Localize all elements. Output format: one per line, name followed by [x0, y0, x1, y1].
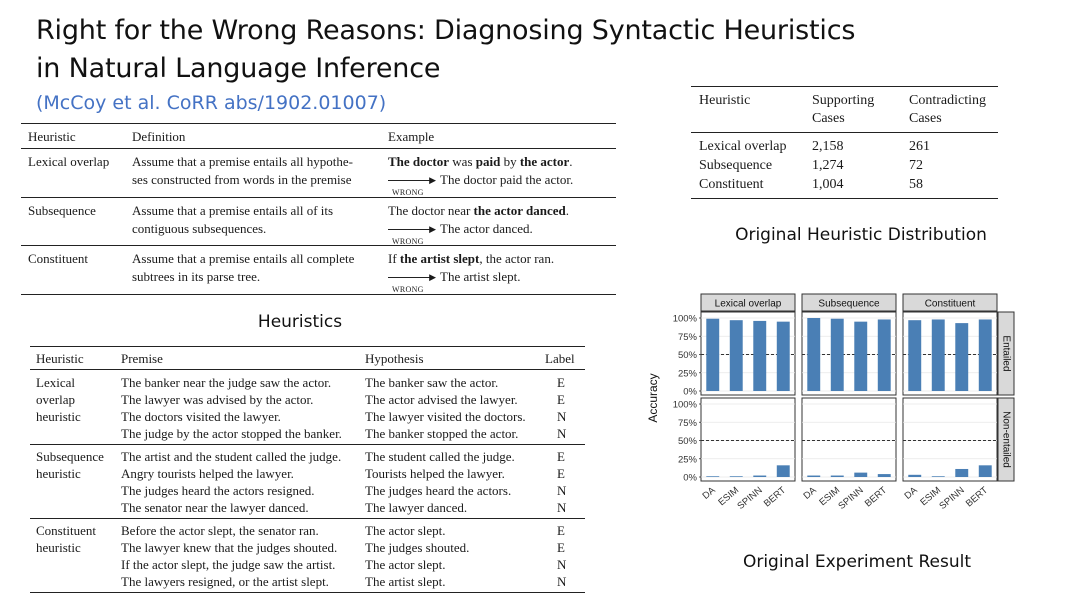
wrong-arrow-icon: ▶ WRONG	[388, 176, 436, 186]
label-cell: E	[557, 523, 565, 538]
bar	[979, 465, 992, 477]
table-rule	[691, 198, 998, 199]
premise-cell: The artist and the student called the judge.	[121, 449, 342, 464]
bar	[807, 476, 820, 477]
example-hypothesis: ▶ WRONG The artist slept.	[388, 268, 521, 286]
premise-cell: If the actor slept, the judge saw the artist.	[121, 557, 336, 572]
bar	[777, 465, 790, 477]
label-cell: N	[557, 500, 567, 515]
col-header-heuristic: Heuristic	[36, 351, 84, 366]
wrong-arrow-icon: ▶ WRONG	[388, 273, 436, 283]
label-cell: N	[557, 409, 567, 424]
bar	[831, 476, 844, 477]
premise-cell: Angry tourists helped the lawyer.	[121, 466, 294, 481]
col-header-supporting: Supporting	[812, 93, 875, 108]
contradicting-count: 58	[909, 177, 923, 192]
y-tick-label: 25%	[677, 368, 697, 380]
bar	[854, 473, 867, 477]
accuracy-faceted-bar-chart	[640, 288, 1030, 518]
y-tick-label: 50%	[677, 436, 697, 447]
col-header-heuristic: Heuristic	[699, 93, 751, 108]
bar	[807, 318, 820, 391]
label-cell: N	[557, 574, 567, 589]
table-rule	[21, 245, 616, 246]
table-rule	[30, 346, 585, 347]
group-name: heuristic	[36, 409, 81, 424]
definition-line: Assume that a premise entails all complete	[132, 251, 355, 266]
col-header-example: Example	[388, 129, 435, 144]
heuristic-name: Subsequence	[28, 203, 96, 218]
hypothesis-cell: The judges heard the actors.	[365, 483, 512, 498]
bar	[955, 469, 968, 477]
premise-cell: The senator near the lawyer danced.	[121, 500, 309, 515]
supporting-count: 1,004	[812, 177, 844, 192]
group-name: Constituent	[36, 523, 96, 538]
definition-line: Assume that a premise entails all of its	[132, 203, 334, 218]
label-cell: N	[557, 557, 567, 572]
definition-line: contiguous subsequences.	[132, 221, 267, 236]
hypothesis-cell: The banker saw the actor.	[365, 375, 499, 390]
facet-panel	[802, 398, 896, 481]
col-header-contradicting-cases: Cases	[909, 111, 942, 126]
group-name: Subsequence	[36, 449, 104, 464]
premise-cell: Before the actor slept, the senator ran.	[121, 523, 319, 538]
group-name: overlap	[36, 392, 75, 407]
bar	[854, 322, 867, 391]
y-axis-label: Accuracy	[646, 373, 660, 423]
table-rule	[691, 132, 998, 133]
hypothesis-cell: The judges shouted.	[365, 540, 470, 555]
bar	[706, 319, 719, 391]
bar	[730, 320, 743, 391]
y-tick-label: 25%	[677, 454, 697, 466]
hypothesis-cell: The actor slept.	[365, 557, 446, 572]
group-name: Lexical	[36, 375, 75, 390]
heuristic-name: Lexical overlap	[699, 139, 787, 154]
group-name: heuristic	[36, 466, 81, 481]
table-rule	[691, 86, 998, 87]
facet-row-label: Entailed	[1000, 335, 1012, 372]
example-premise: If the artist slept, the actor ran.	[388, 251, 555, 266]
bar	[908, 320, 921, 391]
col-header-hypothesis: Hypothesis	[365, 351, 424, 366]
premise-cell: The banker near the judge saw the actor.	[121, 375, 332, 390]
facet-row-label: Non-entailed	[1000, 411, 1012, 468]
premise-cell: The judge by the actor stopped the banker.	[121, 426, 342, 441]
group-name: heuristic	[36, 540, 81, 555]
table-rule	[21, 294, 616, 295]
citation: (McCoy et al. CoRR abs/1902.01007)	[36, 92, 387, 114]
bar	[753, 476, 766, 477]
premise-cell: The lawyers resigned, or the artist slept.	[121, 574, 329, 589]
hypothesis-cell: The actor slept.	[365, 523, 446, 538]
table-rule	[30, 592, 585, 593]
example-hypothesis: ▶ WRONG The doctor paid the actor.	[388, 171, 573, 189]
caption-heuristics: Heuristics	[257, 312, 343, 332]
col-header-label: Label	[545, 351, 575, 366]
col-header-heuristic: Heuristic	[28, 129, 76, 144]
x-tick-label: BERT	[963, 484, 991, 510]
heuristic-name: Constituent	[28, 251, 88, 266]
y-tick-label: 75%	[677, 417, 697, 429]
facet-strip-label: Subsequence	[818, 298, 880, 310]
contradicting-count: 261	[909, 139, 930, 154]
wrong-arrow-icon: ▶ WRONG	[388, 225, 436, 235]
bar	[932, 476, 945, 477]
bar	[908, 475, 921, 477]
heuristic-name: Subsequence	[699, 158, 773, 173]
x-tick-label: DA	[700, 484, 718, 502]
x-tick-label: DA	[801, 484, 819, 502]
example-premise: The doctor near the actor danced.	[388, 203, 569, 218]
x-tick-label: SPINN	[937, 484, 967, 512]
hypothesis-cell: The artist slept.	[365, 574, 446, 589]
hypothesis-cell: Tourists helped the lawyer.	[365, 466, 505, 481]
label-cell: E	[557, 449, 565, 464]
definition-line: ses constructed from words in the premise	[132, 172, 352, 187]
col-header-supporting-cases: Cases	[812, 111, 845, 126]
label-cell: N	[557, 426, 567, 441]
y-tick-label: 50%	[677, 350, 697, 361]
bar	[955, 323, 968, 391]
x-tick-label: ESIM	[716, 484, 742, 509]
premise-cell: The lawyer was advised by the actor.	[121, 392, 314, 407]
label-cell: E	[557, 466, 565, 481]
supporting-count: 2,158	[812, 139, 844, 154]
hypothesis-cell: The actor advised the lawyer.	[365, 392, 518, 407]
caption-distribution: Original Heuristic Distribution	[735, 225, 987, 245]
y-tick-label: 100%	[672, 399, 697, 411]
x-tick-label: ESIM	[817, 484, 843, 509]
col-header-contradicting: Contradicting	[909, 93, 986, 108]
label-cell: E	[557, 392, 565, 407]
premise-cell: The judges heard the actors resigned.	[121, 483, 315, 498]
bar	[831, 319, 844, 391]
x-tick-label: BERT	[761, 484, 789, 510]
label-cell: E	[557, 540, 565, 555]
table-rule	[21, 123, 616, 124]
y-tick-label: 100%	[672, 313, 697, 325]
x-tick-label: BERT	[862, 484, 890, 510]
hypothesis-cell: The lawyer visited the doctors.	[365, 409, 526, 424]
label-cell: N	[557, 483, 567, 498]
table-rule	[21, 197, 616, 198]
hypothesis-cell: The banker stopped the actor.	[365, 426, 519, 441]
example-premise: The doctor was paid by the actor.	[388, 154, 573, 169]
table-rule	[30, 369, 585, 370]
definition-line: subtrees in its parse tree.	[132, 269, 261, 284]
caption-result: Original Experiment Result	[742, 552, 972, 572]
definition-line: Assume that a premise entails all hypothe-	[132, 154, 353, 169]
bar	[730, 476, 743, 477]
slide-title: Right for the Wrong Reasons: Diagnosing Syntactic Heuristics in Natural Language Inference	[36, 15, 856, 84]
bar	[979, 319, 992, 391]
x-tick-label: SPINN	[735, 484, 765, 512]
y-tick-label: 0%	[683, 472, 697, 484]
example-hypothesis: ▶ WRONG The actor danced.	[388, 220, 533, 238]
supporting-count: 1,274	[812, 158, 844, 173]
hypothesis-cell: The lawyer danced.	[365, 500, 468, 515]
facet-strip-label: Constituent	[924, 298, 976, 310]
bar	[706, 476, 719, 477]
col-header-premise: Premise	[121, 351, 163, 366]
y-tick-label: 0%	[683, 386, 697, 398]
bar	[878, 474, 891, 477]
col-header-definition: Definition	[132, 129, 186, 144]
table-rule	[21, 148, 616, 149]
label-cell: E	[557, 375, 565, 390]
x-tick-label: DA	[902, 484, 920, 502]
bar	[878, 319, 891, 391]
premise-cell: The lawyer knew that the judges shouted.	[121, 540, 338, 555]
x-tick-label: SPINN	[836, 484, 866, 512]
bar	[932, 319, 945, 391]
heuristic-name: Constituent	[699, 177, 764, 192]
y-tick-label: 75%	[677, 331, 697, 343]
table-rule	[30, 518, 585, 519]
x-tick-label: ESIM	[918, 484, 944, 509]
hypothesis-cell: The student called the judge.	[365, 449, 515, 464]
facet-strip-label: Lexical overlap	[714, 298, 782, 310]
heuristic-name: Lexical overlap	[28, 154, 110, 169]
bar	[777, 322, 790, 391]
premise-cell: The doctors visited the lawyer.	[121, 409, 281, 424]
bar	[753, 321, 766, 391]
table-rule	[30, 444, 585, 445]
contradicting-count: 72	[909, 158, 923, 173]
